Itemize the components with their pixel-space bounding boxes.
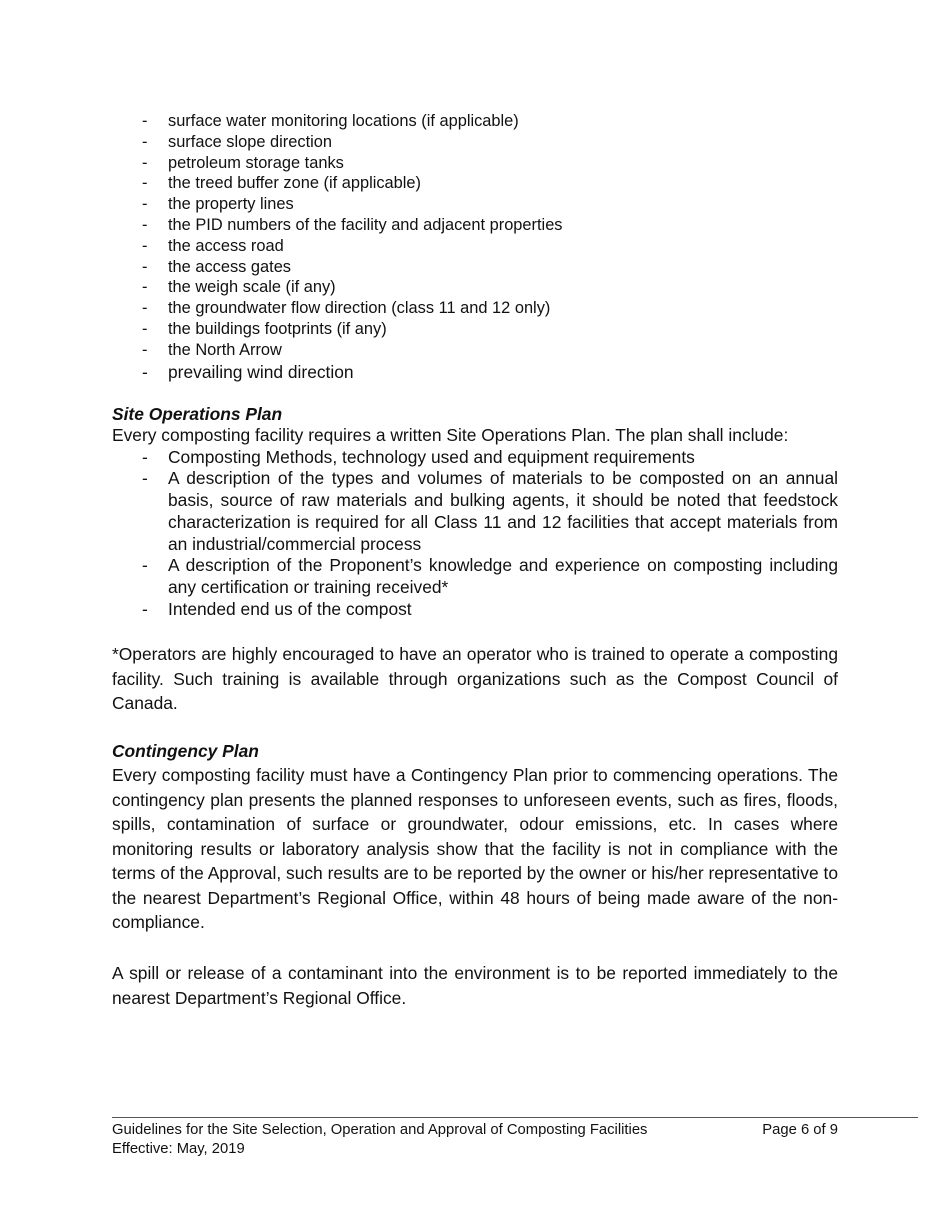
- site-operations-section: [112, 403, 838, 620]
- contingency-section: [112, 740, 838, 935]
- list-item-text: the weigh scale (if any): [168, 278, 336, 297]
- list-item-text: the buildings footprints (if any): [168, 319, 387, 338]
- site-operations-intro: Every composting facility requires a written Site Operations Plan. The plan shall include:: [112, 425, 789, 445]
- site-operations-list: [112, 447, 838, 621]
- list-item-text: Composting Methods, technology used and equipment requirements: [168, 446, 695, 467]
- operator-note-text: *Operators are highly encouraged to have an operator who is trained to operate a composting facility. Such training is available through organizations such as the Compost Council of Canada.: [112, 644, 838, 713]
- list-item-text: petroleum storage tanks: [168, 153, 344, 172]
- bullet-dash: -: [142, 132, 148, 151]
- list-item-text: A description of the types and volumes of materials to be composted on an annual basis, source of raw materials and bulking agents, it should be noted that feedstock characterization is required for all Class 11 and 12 facilities that accept materials from an industrial/commercial process: [168, 468, 838, 554]
- list-item-text: Intended end us of the compost: [168, 598, 412, 619]
- list-item-text: the treed buffer zone (if applicable): [168, 174, 421, 193]
- site-operations-heading: Site Operations Plan: [112, 404, 283, 424]
- contingency-paragraph-2: A spill or release of a contaminant into the environment is to be reported immediately to the nearest Department’s Regional Office.: [112, 963, 838, 1008]
- bullet-dash: -: [142, 598, 148, 619]
- list-item: [138, 132, 858, 153]
- list-item-text: the access road: [168, 236, 284, 255]
- contingency-paragraph-1: Every composting facility must have a Contingency Plan prior to commencing operations. The contingency plan presents the planned responses to unforeseen events, such as fires, floods, spills, contamination of surface or groundwater, odour emissions, etc. In cases where monitoring results or laboratory analysis show that the facility is not in compliance with the terms of the Approval, such results are to be reported by the owner or his/her representative to the nearest Department’s Regional Office, within 48 hours of being made aware of the non-compliance.: [112, 765, 838, 932]
- list-item: [138, 361, 858, 383]
- operator-note: [112, 642, 838, 716]
- list-item: [138, 340, 858, 361]
- list-item: [138, 194, 858, 215]
- footer-divider: [112, 1117, 918, 1118]
- spill-reporting: [112, 961, 838, 1010]
- effective-date: Effective: May, 2019: [112, 1140, 245, 1157]
- list-item: [138, 277, 858, 298]
- page-footer: [112, 1121, 838, 1158]
- list-item: [138, 153, 858, 174]
- list-item: [138, 173, 858, 194]
- bullet-dash: -: [142, 340, 148, 359]
- list-item: [138, 319, 858, 340]
- site-plan-list: [138, 111, 858, 383]
- list-item-text: the property lines: [168, 195, 294, 214]
- bullet-dash: -: [142, 361, 148, 382]
- list-item: [138, 111, 858, 132]
- list-item-text: the North Arrow: [168, 340, 282, 359]
- bullet-dash: -: [142, 153, 148, 172]
- list-item: [138, 298, 858, 319]
- list-item-text: surface water monitoring locations (if applicable): [168, 112, 519, 130]
- bullet-dash: -: [142, 319, 148, 338]
- bullet-dash: -: [142, 278, 148, 297]
- bullet-dash: -: [142, 446, 148, 467]
- bullet-dash: -: [142, 555, 148, 576]
- bullet-dash: -: [142, 215, 148, 234]
- list-item: [112, 555, 838, 598]
- list-item-text: A description of the Proponent’s knowledge and experience on composting including any certification or training received*: [168, 555, 838, 597]
- footer-title: Guidelines for the Site Selection, Operation and Approval of Composting Facilities: [112, 1122, 648, 1138]
- list-item: [112, 447, 838, 469]
- page-number: Page 6 of 9: [762, 1122, 838, 1138]
- list-item: [138, 236, 858, 257]
- list-item-text: the groundwater flow direction (class 11 and 12 only): [168, 299, 551, 318]
- list-item: [112, 468, 838, 555]
- bullet-dash: -: [142, 112, 148, 130]
- bullet-dash: -: [142, 257, 148, 276]
- bullet-dash: -: [142, 236, 148, 255]
- list-item-text: the access gates: [168, 257, 292, 276]
- list-item: [138, 257, 858, 278]
- bullet-dash: -: [142, 299, 148, 318]
- list-item: [112, 599, 838, 621]
- bullet-dash: -: [142, 195, 148, 214]
- list-item-text: the PID numbers of the facility and adjacent properties: [168, 215, 563, 234]
- list-item-text: surface slope direction: [168, 132, 332, 151]
- bullet-dash: -: [142, 468, 148, 489]
- list-item-text: prevailing wind direction: [168, 361, 354, 382]
- bullet-dash: -: [142, 174, 148, 193]
- contingency-heading: Contingency Plan: [112, 741, 259, 761]
- list-item: [138, 215, 858, 236]
